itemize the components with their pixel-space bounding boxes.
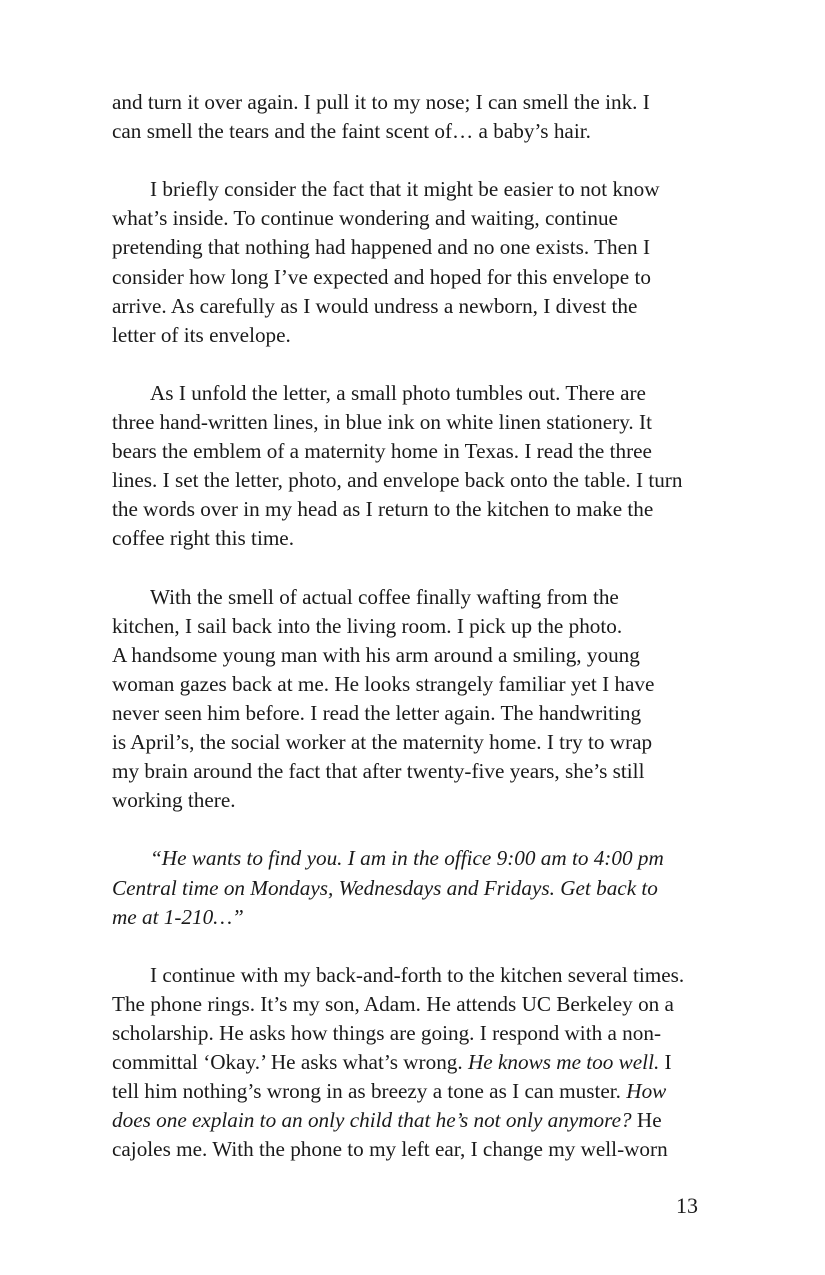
page-number: 13 xyxy=(676,1193,698,1218)
quoted-letter xyxy=(112,844,737,931)
text-line: the words over in my head as I return to the kitchen to make the xyxy=(112,497,654,522)
body-text xyxy=(112,88,737,1194)
text-line: working there. xyxy=(112,788,236,813)
text-line: woman gazes back at me. He looks strangely familiar yet I have xyxy=(112,671,655,696)
text-line: As I unfold the letter, a small photo tumbles out. There are xyxy=(150,380,646,405)
text-line: A handsome young man with his arm around a smiling, young xyxy=(112,642,640,667)
text-line: consider how long I’ve expected and hoped for this envelope to xyxy=(112,264,651,289)
italic-thought: How xyxy=(626,1079,667,1104)
text-run: He xyxy=(636,1108,662,1133)
italic-thought: He knows me too well. xyxy=(468,1050,660,1075)
italic-thought: does one explain to an only child that he’s not only anymore? xyxy=(112,1108,632,1133)
text-line: pretending that nothing had happened and no one exists. Then I xyxy=(112,235,650,260)
text-line: I briefly consider the fact that it might be easier to not know xyxy=(150,177,660,202)
text-line xyxy=(112,1048,737,1077)
text-line: three hand-written lines, in blue ink on white linen stationery. It xyxy=(112,410,652,435)
text-run: committal ‘Okay.’ He asks what’s wrong. xyxy=(112,1050,463,1075)
text-line: coffee right this time. xyxy=(112,526,295,551)
text-line: Central time on Mondays, Wednesdays and Fridays. Get back to xyxy=(112,875,658,900)
text-line: I continue with my back-and-forth to the kitchen several times. xyxy=(150,962,685,987)
text-line: arrive. As carefully as I would undress a newborn, I divest the xyxy=(112,293,638,318)
paragraph-2 xyxy=(112,175,737,350)
text-line: never seen him before. I read the letter again. The handwriting xyxy=(112,700,642,725)
text-line: my brain around the fact that after twenty-five years, she’s still xyxy=(112,759,645,784)
text-line xyxy=(112,1106,737,1135)
paragraph-3 xyxy=(112,379,737,554)
text-run: tell him nothing’s wrong in as breezy a tone as I can muster. xyxy=(112,1079,621,1104)
text-line: is April’s, the social worker at the maternity home. I try to wrap xyxy=(112,730,653,755)
text-line: what’s inside. To continue wondering and waiting, continue xyxy=(112,206,618,231)
text-line: and turn it over again. I pull it to my nose; I can smell the ink. I xyxy=(112,90,650,114)
text-line: “He wants to find you. I am in the office 9:00 am to 4:00 pm xyxy=(150,846,664,871)
text-line xyxy=(112,1077,737,1106)
text-line: bears the emblem of a maternity home in Texas. I read the three xyxy=(112,439,652,464)
paragraph-1 xyxy=(112,88,737,146)
paragraph-4 xyxy=(112,583,737,816)
text-run: I xyxy=(664,1050,672,1075)
text-line: lines. I set the letter, photo, and envelope back onto the table. I turn xyxy=(112,468,683,493)
text-line: letter of its envelope. xyxy=(112,322,291,347)
text-line: cajoles me. With the phone to my left ear, I change my well-worn xyxy=(112,1137,668,1162)
text-line: The phone rings. It’s my son, Adam. He attends UC Berkeley on a xyxy=(112,991,674,1016)
text-line: kitchen, I sail back into the living room. I pick up the photo. xyxy=(112,613,623,638)
text-line: me at 1-210…” xyxy=(112,904,244,929)
paragraph-6 xyxy=(112,961,737,1165)
text-line: With the smell of actual coffee finally wafting from the xyxy=(150,584,619,609)
text-line: scholarship. He asks how things are going. I respond with a non- xyxy=(112,1021,662,1045)
text-line: can smell the tears and the faint scent of… a baby’s hair. xyxy=(112,119,591,144)
